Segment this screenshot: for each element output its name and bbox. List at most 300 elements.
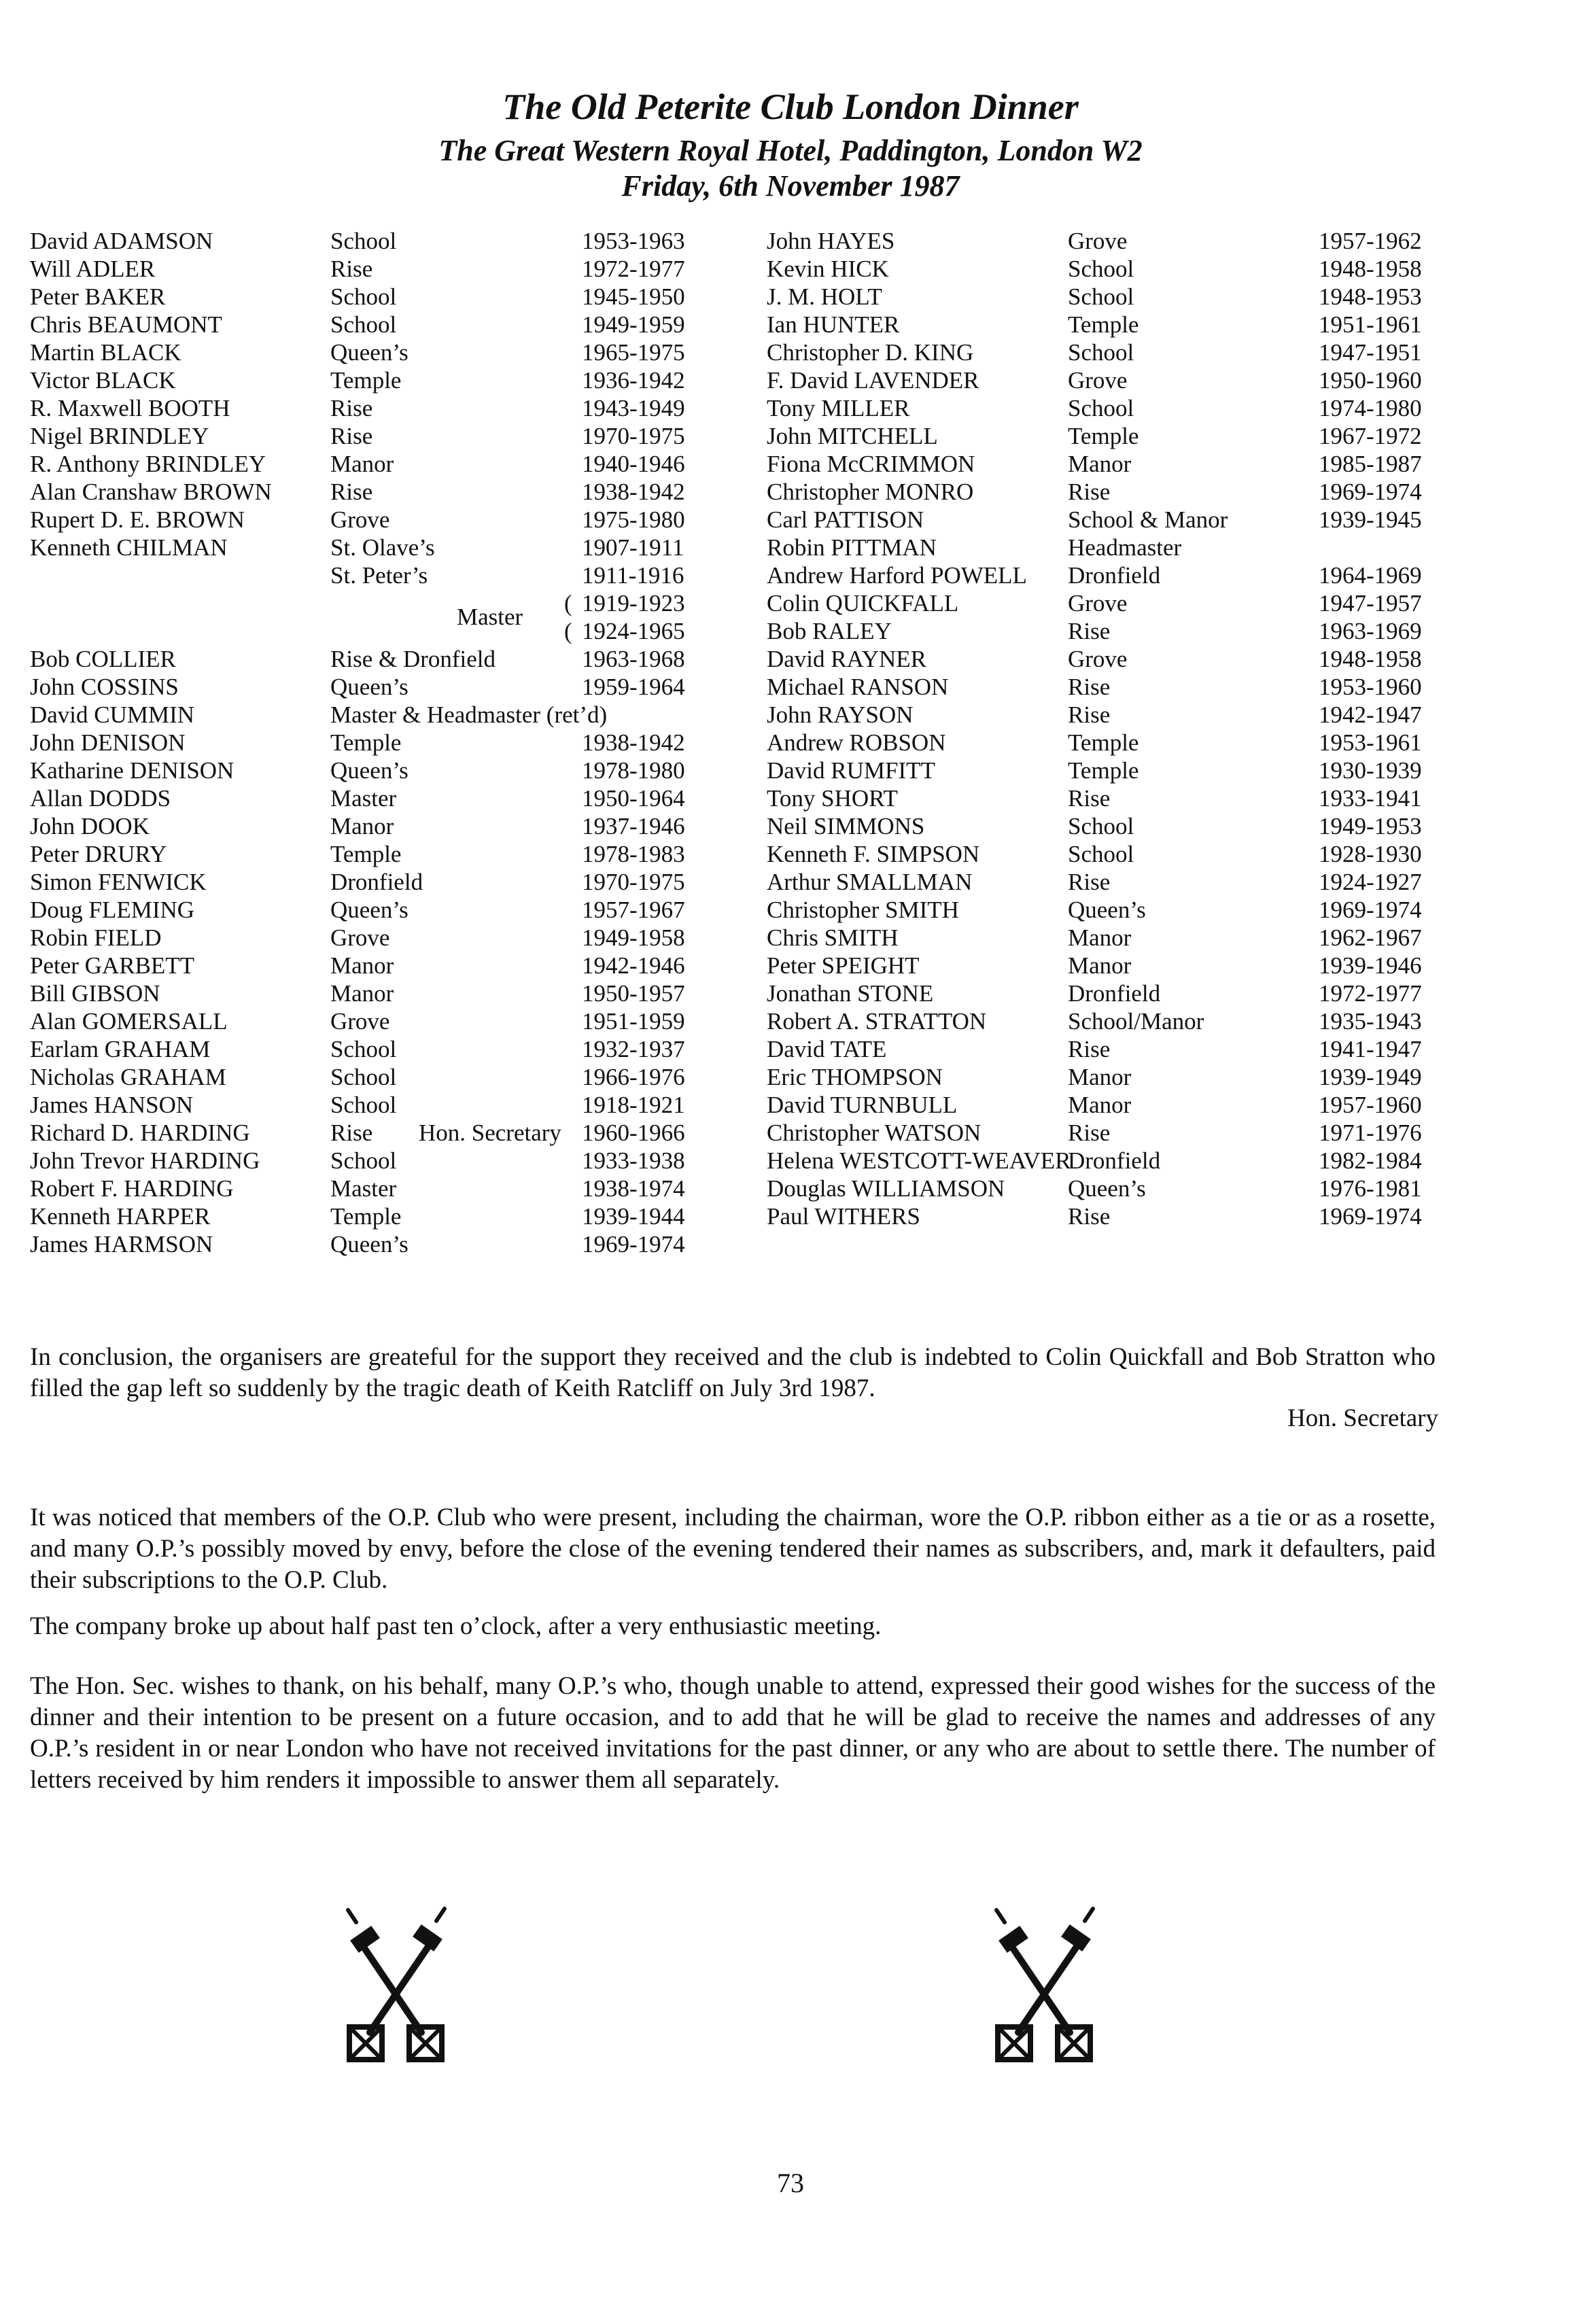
roster-name: Earlam GRAHAM <box>30 1036 211 1062</box>
roster-row <box>30 1175 703 1202</box>
roster-house: Manor <box>1068 1064 1132 1090</box>
roster-name: Douglas WILLIAMSON <box>767 1175 1005 1202</box>
roster-name: Bob COLLIER <box>30 646 176 672</box>
roster-house: Grove <box>1068 646 1128 672</box>
roster-name: Rupert D. E. BROWN <box>30 506 245 533</box>
roster-house: Queen’s <box>330 1231 409 1258</box>
roster-name: Doug FLEMING <box>30 897 195 923</box>
roster-name: Simon FENWICK <box>30 869 207 895</box>
roster-row <box>767 227 1446 255</box>
roster-row <box>767 729 1446 757</box>
roster-name: David TURNBULL <box>767 1092 958 1118</box>
attendee-list-left <box>30 227 703 1258</box>
roster-name: Peter BAKER <box>30 283 166 310</box>
roster-house: School <box>1068 813 1134 839</box>
roster-house: School <box>330 1036 397 1062</box>
roster-name: Chris SMITH <box>767 924 899 951</box>
roster-dates: 1939-1949 <box>1319 1064 1422 1090</box>
roster-row <box>767 868 1446 896</box>
roster-dates: 1939-1946 <box>1319 952 1422 979</box>
roster-dates: 1965-1975 <box>582 339 685 366</box>
roster-house: Temple <box>1068 757 1139 784</box>
roster-row <box>767 422 1446 450</box>
roster-row <box>30 645 703 673</box>
roster-dates: 1935-1943 <box>1319 1008 1422 1035</box>
roster-row <box>767 255 1446 283</box>
roster-dates: 1964-1969 <box>1319 562 1422 589</box>
roster-house: Dronfield <box>1068 562 1161 589</box>
roster-name: Robert F. HARDING <box>30 1175 234 1202</box>
paragraph-company: The company broke up about half past ten o’clock, after a very enthusiastic meeting. <box>30 1612 882 1640</box>
roster-dates: 1985-1987 <box>1319 451 1422 477</box>
roster-house: Rise <box>330 423 373 449</box>
roster-name: Bill GIBSON <box>30 980 160 1007</box>
roster-name: James HARMSON <box>30 1231 213 1258</box>
roster-house: Temple <box>330 729 402 756</box>
roster-row <box>767 673 1446 701</box>
roster-dates: 1948-1958 <box>1319 256 1422 282</box>
roster-name: Victor BLACK <box>30 367 176 394</box>
crossed-keys-emblem-left <box>341 1903 450 2073</box>
roster-row <box>767 1147 1446 1175</box>
roster-row <box>30 1119 703 1147</box>
roster-row <box>767 1119 1446 1147</box>
roster-name: Peter DRURY <box>30 841 167 867</box>
roster-dates: 1951-1961 <box>1319 311 1422 338</box>
roster-row <box>767 506 1446 534</box>
roster-house: Temple <box>330 1203 402 1230</box>
roster-dates: 1924-1927 <box>1319 869 1422 895</box>
roster-house: School <box>330 1147 397 1174</box>
roster-dates: 1966-1976 <box>582 1064 685 1090</box>
roster-row <box>30 924 703 952</box>
roster-dates: 1953-1961 <box>1319 729 1422 756</box>
paragraph-noticed: It was noticed that members of the O.P. Club who were present, including the chairman, wore the O.P. ribbon either as a tie or as a rosette, and many O.P.’s possibly moved by envy, before the close of the evening tendered their names as subscribers, and, mark it defaulters, paid their subscriptions to the O.P. Club. <box>30 1504 1436 1594</box>
roster-row <box>30 1147 703 1175</box>
roster-dates: 1951-1959 <box>582 1008 685 1035</box>
roster-house: Manor <box>330 980 394 1007</box>
roster-dates: 1953-1960 <box>1319 674 1422 700</box>
roster-row <box>767 645 1446 673</box>
roster-row <box>767 1175 1446 1202</box>
roster-dates: 1969-1974 <box>1319 897 1422 923</box>
roster-house: St. Peter’s <box>330 562 428 589</box>
roster-dates: 1950-1960 <box>1319 367 1422 394</box>
roster-dates: 1907-1911 <box>582 534 684 561</box>
roster-name: Allan DODDS <box>30 785 171 812</box>
roster-house: Grove <box>1068 590 1128 617</box>
roster-house: School <box>1068 395 1134 421</box>
roster-name: John COSSINS <box>30 674 179 700</box>
roster-house: Manor <box>330 451 394 477</box>
roster-name: Robert A. STRATTON <box>767 1008 987 1035</box>
attendee-list-right <box>767 227 1446 1230</box>
roster-name: Richard D. HARDING <box>30 1120 250 1146</box>
roster-row <box>30 1007 703 1035</box>
roster-dates: 1948-1958 <box>1319 646 1422 672</box>
roster-row <box>767 1063 1446 1091</box>
roster-dates: 1948-1953 <box>1319 283 1422 310</box>
date-line: Friday, 6th November 1987 <box>621 169 960 203</box>
roster-house: Dronfield <box>1068 980 1161 1007</box>
roster-dates: 1939-1945 <box>1319 506 1422 533</box>
roster-name: Will ADLER <box>30 256 156 282</box>
roster-row <box>767 1091 1446 1119</box>
roster-house: Rise <box>1068 618 1111 644</box>
roster-dates: 1938-1974 <box>582 1175 685 1202</box>
page-number: 73 <box>777 2168 804 2198</box>
roster-house: Rise <box>330 479 373 505</box>
roster-name: Peter GARBETT <box>30 952 195 979</box>
roster-house: Headmaster <box>1068 534 1182 561</box>
roster-house: Manor <box>330 813 394 839</box>
roster-row <box>767 534 1446 561</box>
roster-dates: 1957-1962 <box>1319 228 1422 254</box>
roster-dates: 1974-1980 <box>1319 395 1422 421</box>
roster-house: Grove <box>330 506 390 533</box>
roster-row <box>30 366 703 394</box>
roster-name: Jonathan STONE <box>767 980 934 1007</box>
roster-row <box>767 1035 1446 1063</box>
signoff: Hon. Secretary <box>1287 1404 1438 1432</box>
roster-house: School <box>330 1092 397 1118</box>
roster-house: Rise <box>1068 479 1111 505</box>
roster-row <box>767 896 1446 924</box>
roster-dates: 1972-1977 <box>582 256 685 282</box>
roster-dates: 1971-1976 <box>1319 1120 1422 1146</box>
roster-house: Rise <box>330 395 373 421</box>
roster-dates: 1960-1966 <box>582 1120 685 1146</box>
page-title: The Old Peterite Club London Dinner <box>502 86 1079 127</box>
roster-dates: 1947-1957 <box>1319 590 1422 617</box>
roster-dates: 1978-1983 <box>582 841 685 867</box>
roster-dates: 1940-1946 <box>582 451 685 477</box>
roster-row <box>30 450 703 478</box>
roster-name: Kenneth F. SIMPSON <box>767 841 980 867</box>
roster-dates: 1957-1960 <box>1319 1092 1422 1118</box>
roster-house: Manor <box>1068 952 1132 979</box>
roster-house: Rise <box>1068 785 1111 812</box>
roster-name: Christopher MONRO <box>767 479 974 505</box>
roster-house: Temple <box>1068 729 1139 756</box>
roster-dates: 1947-1951 <box>1319 339 1422 366</box>
roster-name: Katharine DENISON <box>30 757 234 784</box>
venue-line: The Great Western Royal Hotel, Paddington, London W2 <box>438 134 1143 167</box>
conclusion-paragraph: In conclusion, the organisers are greateful for the support they received and the club is indebted to Colin Quickfall and Bob Stratton who filled the gap left so suddenly by the tragic death of Keith Ratcliff on July 3rd 1987. <box>30 1343 1436 1402</box>
roster-row <box>767 617 1446 645</box>
chilman-master-label: Master <box>457 604 523 630</box>
roster-name: Alan GOMERSALL <box>30 1008 228 1035</box>
roster-name: Martin BLACK <box>30 339 181 366</box>
roster-house: Master <box>330 1175 397 1202</box>
roster-dates: 1976-1981 <box>1319 1175 1422 1202</box>
roster-name: John DENISON <box>30 729 186 756</box>
roster-house: Rise <box>1068 674 1111 700</box>
roster-dates: 1938-1942 <box>582 729 685 756</box>
roster-house: Rise <box>1068 1036 1111 1062</box>
roster-house: Manor <box>1068 451 1132 477</box>
roster-dates: 1942-1947 <box>1319 701 1422 728</box>
roster-row <box>767 589 1446 617</box>
roster-name: David RAYNER <box>767 646 926 672</box>
roster-name: John HAYES <box>767 228 895 254</box>
roster-dates: 1975-1980 <box>582 506 685 533</box>
roster-house: Dronfield <box>1068 1147 1161 1174</box>
roster-name: Robin FIELD <box>30 924 162 951</box>
roster-name: Christopher SMITH <box>767 897 959 923</box>
roster-name: Tony SHORT <box>767 785 898 812</box>
roster-house: St. Olave’s <box>330 534 435 561</box>
roster-name: Neil SIMMONS <box>767 813 925 839</box>
roster-row <box>767 339 1446 366</box>
roster-row <box>767 952 1446 979</box>
roster-house: Rise & Dronfield <box>330 646 496 672</box>
paragraph-hon-sec: The Hon. Sec. wishes to thank, on his behalf, many O.P.’s who, though unable to attend, expressed their good wishes for the success of the dinner and their intention to be present on a future occasion, and to add that he will be glad to receive the names and addresses of any O.P.’s resident in or near London who have not received invitations for the past dinner, or any who are about to settle there. The number of letters received by him renders it impossible to answer them all separately. <box>30 1672 1436 1794</box>
roster-row <box>767 478 1446 506</box>
roster-dates: 1963-1969 <box>1319 618 1422 644</box>
roster-house: School <box>1068 283 1134 310</box>
roster-name: Kenneth HARPER <box>30 1203 211 1230</box>
roster-house: Queen’s <box>330 339 409 366</box>
roster-dates: 1941-1947 <box>1319 1036 1422 1062</box>
roster-house: School & Manor <box>1068 506 1228 533</box>
roster-row <box>767 1202 1446 1230</box>
roster-dates: 1911-1916 <box>582 562 684 589</box>
roster-dates: 1972-1977 <box>1319 980 1422 1007</box>
roster-name: Alan Cranshaw BROWN <box>30 479 272 505</box>
roster-house: Rise <box>1068 1120 1111 1146</box>
roster-house: Master <box>330 785 397 812</box>
roster-dates: 1953-1963 <box>582 228 685 254</box>
roster-house: Grove <box>1068 367 1128 394</box>
roster-dates: 1932-1937 <box>582 1036 685 1062</box>
roster-house: Temple <box>1068 423 1139 449</box>
roster-house: Temple <box>330 367 402 394</box>
roster-house: Rise <box>1068 701 1111 728</box>
roster-name: Christopher WATSON <box>767 1120 981 1146</box>
roster-house: School <box>1068 339 1134 366</box>
roster-name: Bob RALEY <box>767 618 892 644</box>
roster-row <box>767 450 1446 478</box>
roster-house: School <box>330 1064 397 1090</box>
roster-dates: 1937-1946 <box>582 813 685 839</box>
roster-row <box>30 422 703 450</box>
roster-row <box>30 1202 703 1230</box>
roster-dates: 1919-1923 <box>582 590 685 617</box>
roster-dates: 1970-1975 <box>582 869 685 895</box>
roster-house: School <box>1068 256 1134 282</box>
roster-house: Temple <box>1068 311 1139 338</box>
roster-row <box>30 784 703 812</box>
roster-house: Queen’s <box>330 897 409 923</box>
roster-row <box>30 952 703 979</box>
roster-row <box>30 1035 703 1063</box>
roster-row <box>767 311 1446 339</box>
roster-dates: 1949-1959 <box>582 311 685 338</box>
roster-row <box>30 589 703 630</box>
roster-dates: 1949-1958 <box>582 924 685 951</box>
hon-secretary-role: Hon. Secretary <box>419 1120 561 1146</box>
roster-name: R. Anthony BRINDLEY <box>30 451 266 477</box>
roster-name: Peter SPEIGHT <box>767 952 920 979</box>
roster-name: Kenneth CHILMAN <box>30 534 228 561</box>
roster-name: Eric THOMPSON <box>767 1064 943 1090</box>
roster-dates: 1969-1974 <box>1319 479 1422 505</box>
roster-name: Michael RANSON <box>767 674 949 700</box>
roster-house: Queen’s <box>330 674 409 700</box>
roster-house: School <box>330 283 397 310</box>
roster-dates: 1918-1921 <box>582 1092 685 1118</box>
roster-name: Andrew Harford POWELL <box>767 562 1027 589</box>
roster-house: Dronfield <box>330 869 423 895</box>
roster-house: Rise <box>1068 869 1111 895</box>
roster-row <box>767 924 1446 952</box>
roster-row <box>30 979 703 1007</box>
roster-name: Robin PITTMAN <box>767 534 937 561</box>
roster-name: Tony MILLER <box>767 395 910 421</box>
roster-house: Grove <box>330 1008 390 1035</box>
roster-name: Nicholas GRAHAM <box>30 1064 226 1090</box>
roster-dates: 1962-1967 <box>1319 924 1422 951</box>
roster-name: Andrew ROBSON <box>767 729 946 756</box>
roster-name: Colin QUICKFALL <box>767 590 959 617</box>
roster-row <box>30 812 703 840</box>
roster-name: John DOOK <box>30 813 150 839</box>
roster-row <box>30 757 703 784</box>
roster-dates: 1924-1965 <box>582 618 685 644</box>
roster-name: David TATE <box>767 1036 887 1062</box>
roster-row <box>30 227 703 255</box>
roster-name: John MITCHELL <box>767 423 938 449</box>
roster-house: School <box>1068 841 1134 867</box>
roster-row <box>30 478 703 506</box>
roster-dates: 1928-1930 <box>1319 841 1422 867</box>
roster-dates: 1950-1957 <box>582 980 685 1007</box>
roster-house: Grove <box>1068 228 1128 254</box>
roster-row <box>30 1063 703 1091</box>
roster-dates: 1939-1944 <box>582 1203 685 1230</box>
roster-name: Carl PATTISON <box>767 506 924 533</box>
roster-row <box>767 784 1446 812</box>
roster-row <box>30 339 703 366</box>
roster-name: David RUMFITT <box>767 757 935 784</box>
roster-name: Christopher D. KING <box>767 339 974 366</box>
roster-row <box>30 896 703 924</box>
roster-row <box>767 979 1446 1007</box>
roster-row <box>767 757 1446 784</box>
roster-name: Kevin HICK <box>767 256 889 282</box>
roster-house: Rise <box>330 1120 373 1146</box>
roster-row <box>30 1230 703 1258</box>
roster-dates: 1978-1980 <box>582 757 685 784</box>
roster-name: Paul WITHERS <box>767 1203 920 1230</box>
roster-house: Rise <box>1068 1203 1111 1230</box>
roster-row <box>30 311 703 339</box>
roster-dates: 1936-1942 <box>582 367 685 394</box>
roster-row <box>30 1091 703 1119</box>
roster-dates: 1943-1949 <box>582 395 685 421</box>
roster-dates: 1982-1984 <box>1319 1147 1422 1174</box>
roster-name: John RAYSON <box>767 701 914 728</box>
roster-house: School <box>330 228 397 254</box>
roster-dates: 1945-1950 <box>582 283 685 310</box>
roster-house: Temple <box>330 841 402 867</box>
roster-name: Nigel BRINDLEY <box>30 423 209 449</box>
roster-name: James HANSON <box>30 1092 194 1118</box>
roster-house: Queen’s <box>330 757 409 784</box>
roster-dates: 1950-1964 <box>582 785 685 812</box>
roster-name: R. Maxwell BOOTH <box>30 395 230 421</box>
roster-house: School/Manor <box>1068 1008 1204 1035</box>
roster-row <box>30 255 703 283</box>
roster-house: Queen’s <box>1068 897 1146 923</box>
roster-dates: 1930-1939 <box>1319 757 1422 784</box>
roster-row <box>30 283 703 311</box>
roster-row <box>767 1007 1446 1035</box>
roster-house: Grove <box>330 924 390 951</box>
crossed-keys-emblem-right <box>990 1903 1098 2073</box>
roster-name: Fiona McCRIMMON <box>767 451 975 477</box>
roster-house: Manor <box>1068 1092 1132 1118</box>
bracket-paren: ( <box>564 590 572 617</box>
roster-house: Rise <box>330 256 373 282</box>
roster-row <box>30 701 703 729</box>
roster-name: Chris BEAUMONT <box>30 311 222 338</box>
roster-row <box>767 366 1446 394</box>
roster-dates: 1942-1946 <box>582 952 685 979</box>
roster-dates: 1970-1975 <box>582 423 685 449</box>
roster-row <box>767 840 1446 868</box>
roster-house: Master & Headmaster (ret’d) <box>330 701 608 728</box>
roster-name: F. David LAVENDER <box>767 367 979 394</box>
roster-row <box>767 283 1446 311</box>
roster-house: School <box>330 311 397 338</box>
roster-row <box>767 701 1446 729</box>
roster-name: David CUMMIN <box>30 701 195 728</box>
roster-row <box>767 561 1446 589</box>
bracket-paren: ( <box>564 618 572 644</box>
roster-row <box>767 394 1446 422</box>
roster-name: Arthur SMALLMAN <box>767 869 973 895</box>
roster-house: Manor <box>1068 924 1132 951</box>
roster-row <box>30 840 703 868</box>
roster-row <box>30 506 703 534</box>
roster-row <box>30 561 703 589</box>
roster-dates: 1963-1968 <box>582 646 685 672</box>
roster-row <box>30 534 703 561</box>
roster-house: Queen’s <box>1068 1175 1146 1202</box>
roster-dates: 1933-1941 <box>1319 785 1422 812</box>
roster-row <box>767 812 1446 840</box>
roster-dates: 1969-1974 <box>1319 1203 1422 1230</box>
roster-dates: 1949-1953 <box>1319 813 1422 839</box>
roster-name: David ADAMSON <box>30 228 213 254</box>
roster-row <box>30 617 703 645</box>
roster-dates: 1959-1964 <box>582 674 685 700</box>
roster-dates: 1933-1938 <box>582 1147 685 1174</box>
roster-name: John Trevor HARDING <box>30 1147 260 1174</box>
roster-dates: 1938-1942 <box>582 479 685 505</box>
roster-dates: 1969-1974 <box>582 1231 685 1258</box>
roster-dates: 1957-1967 <box>582 897 685 923</box>
roster-name: J. M. HOLT <box>767 283 882 310</box>
roster-row <box>30 868 703 896</box>
roster-name: Helena WESTCOTT-WEAVER <box>767 1147 1071 1174</box>
roster-dates: 1967-1972 <box>1319 423 1422 449</box>
roster-row <box>30 394 703 422</box>
roster-row <box>30 729 703 757</box>
roster-house: Manor <box>330 952 394 979</box>
